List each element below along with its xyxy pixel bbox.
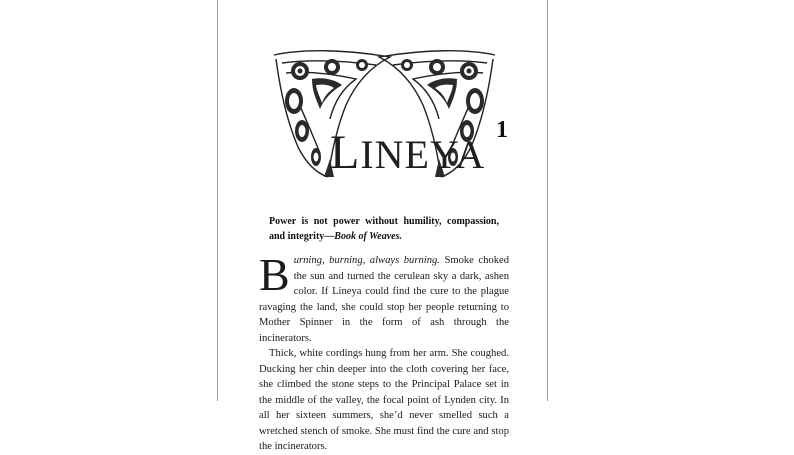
book-page [217,0,548,452]
paragraph-1 [259,249,509,346]
paragraph-2: Thick, white cordings hung from her arm. She coughed. Ducking her chin deeper into the cloth covering her face, she climbed the stone steps to the Principal Palace set in the middle of the valley, the focal point of Lynden city. In all her sixteen summers, she’d never smelled such a wretched stench of smoke. She must find the cure and stop the incinerators. [259,348,509,452]
epigraph [269,214,499,244]
epigraph-source: Book of Weaves. [334,231,402,242]
chapter-title-initial: L [330,126,361,179]
drop-cap: B [259,249,290,300]
chapter-body [259,249,509,455]
epigraph-text: Power is not power without humility, compassion, and integrity— [269,216,499,242]
chapter-title-rest: INEYA [360,132,486,177]
chapter-title [330,125,485,180]
chapter-number: 1 [496,117,508,143]
opening-italic-text: urning, burning, always burning. [293,255,440,266]
paragraph-1-text: Smoke choked the sun and turned the cerulean sky a dark, ashen color. If Lineya could find the cure to the plague ravaging the land, she could stop her people returning to Mother Spinner in the form of ash through the incinerators. [259,255,509,344]
